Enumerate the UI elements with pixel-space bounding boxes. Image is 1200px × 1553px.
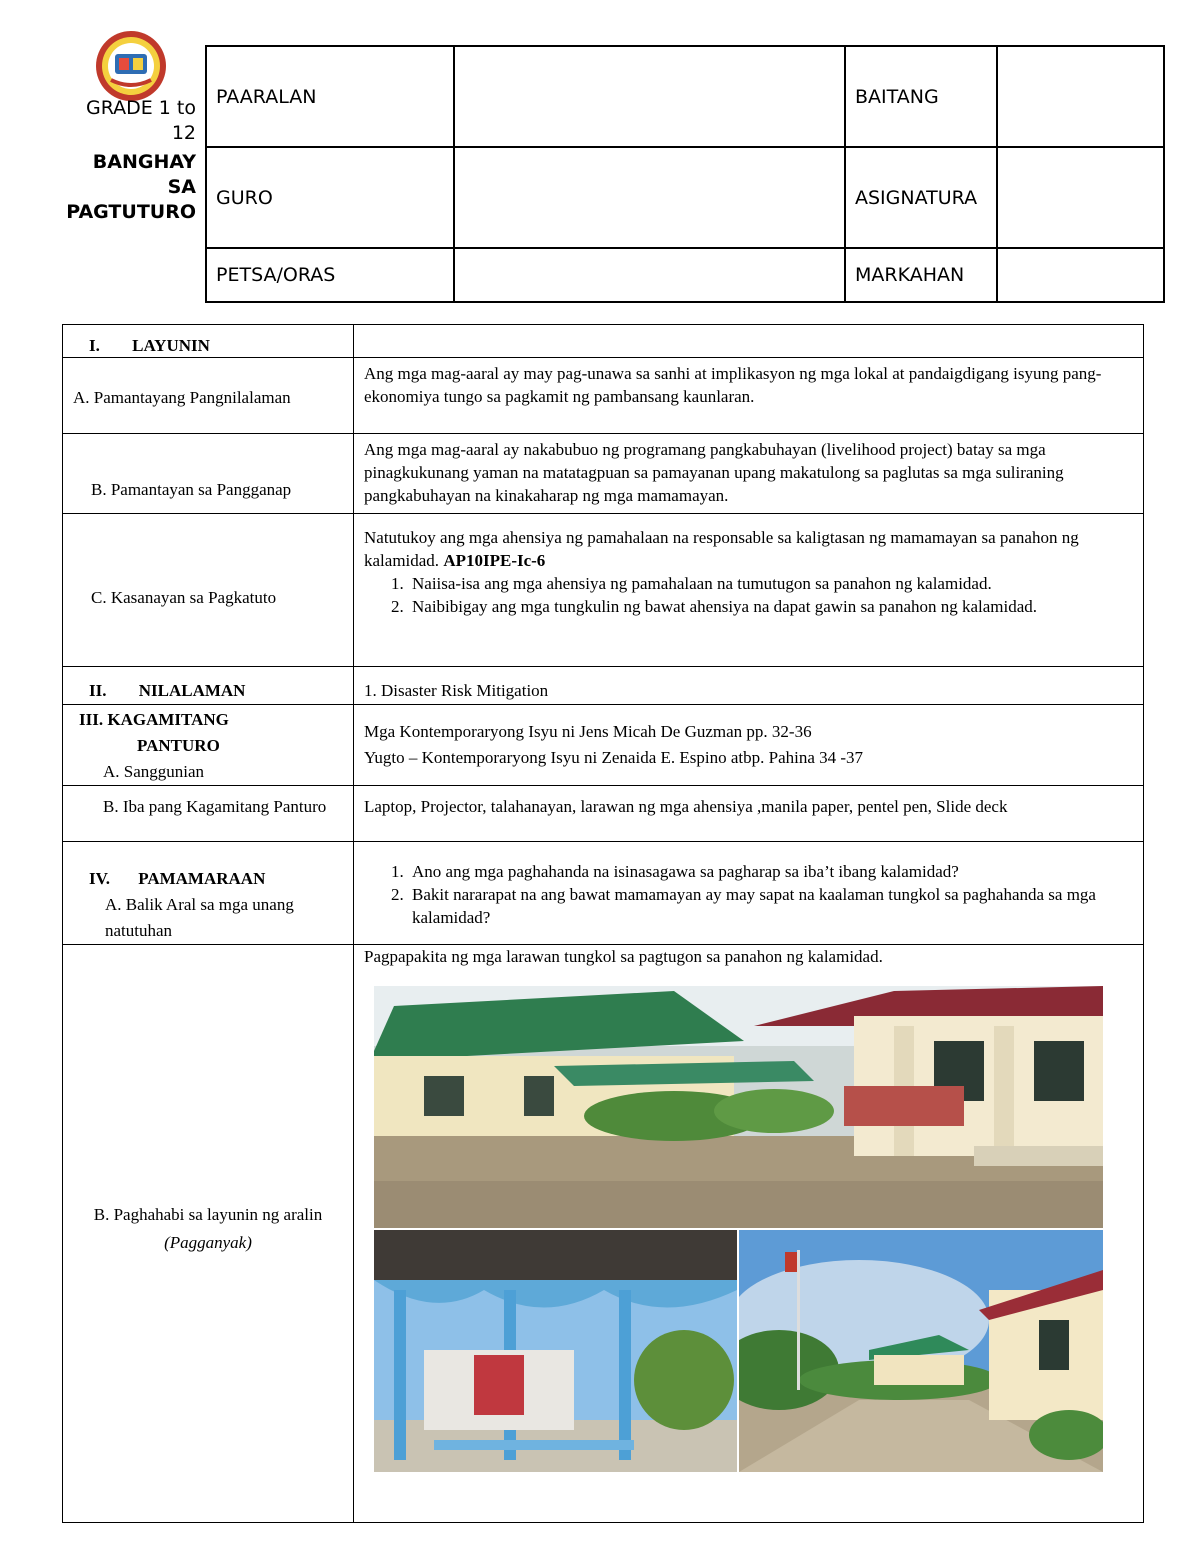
- school-grounds-photo: [739, 1230, 1103, 1472]
- school-seal-icon: [95, 30, 167, 102]
- list-item: 2. Naibibigay ang mga tungkulin ng bawat ahensiya na dapat gawin sa panahon ng kalamidad.: [408, 595, 1133, 618]
- header-value: [997, 46, 1164, 147]
- row-label: A. Pamantayang Pangnilalaman: [63, 358, 354, 434]
- row-content: Ang mga mag-aaral ay may pag-unawa sa sanhi at implikasyon ng mga lokal at pandaigdigang isyung pang-ekonomiya tungo sa pagkamit ng pambansang kaunlaran.: [354, 358, 1144, 434]
- header-label: BAITANG: [845, 46, 997, 147]
- row-iba-pang-kagamitan: [63, 786, 1144, 842]
- row-content: Ang mga mag-aaral ay nakabubuo ng programang pangkabuhayan (livelihood project) batay sa mga pinagkukunang yaman na matatagpuan sa pamayanan upang makatulong sa paglutas sa mga suliraning pangkabuhayan na kinakaharap ng mga mamamayan.: [354, 434, 1144, 514]
- header-info-table: [205, 45, 1165, 303]
- row-label-italic: (Pagganyak): [164, 1232, 252, 1252]
- competency-text: Natutukoy ang mga ahensiya ng pamahalaan na responsable sa kaligtasan ng mamamayan sa panahon ng kalamidad.: [364, 528, 1079, 570]
- section-number: IV.: [89, 869, 110, 888]
- header-value: [997, 147, 1164, 248]
- review-question-list: [364, 860, 1133, 929]
- pavilion-photo: [374, 1230, 737, 1472]
- grade-label: GRADE 1 to 12: [85, 97, 196, 144]
- list-item: 2. Bakit nararapat na ang bawat mamamayan ay may sapat na kaalaman tungkol sa paghahanda sa mga kalamidad?: [408, 883, 1133, 929]
- row-pamantayan-pangganap: [63, 434, 1144, 514]
- row-content: Pagpapakita ng mga larawan tungkol sa pagtugon sa panahon ng kalamidad.: [364, 947, 883, 966]
- header-value: [997, 248, 1164, 302]
- row-label: A. Sanggunian: [103, 762, 205, 781]
- plan-title-block: [60, 96, 196, 225]
- reference-line: Mga Kontemporaryong Isyu ni Jens Micah De Guzman pp. 32-36: [364, 722, 812, 741]
- section-title: NILALAMAN: [138, 681, 246, 700]
- section-number: II.: [89, 681, 107, 700]
- row-content: Laptop, Projector, talahanayan, larawan ng mga ahensiya ,manila paper, pentel pen, Slide deck: [354, 786, 1144, 842]
- header-label: PAARALAN: [206, 46, 454, 147]
- row-label: B. Paghahabi sa layunin ng aralin: [93, 1204, 323, 1224]
- school-courtyard-photo: [374, 986, 1103, 1228]
- competency-code: AP10IPE-Ic-6: [443, 551, 546, 570]
- row-kasanayan: [63, 514, 1144, 667]
- row-nilalaman: [63, 667, 1144, 705]
- section-title-cont: PANTURO: [137, 736, 220, 755]
- header-label: ASIGNATURA: [845, 147, 997, 248]
- section-title: LAYUNIN: [132, 336, 210, 355]
- section-number: I.: [89, 336, 100, 355]
- row-label: A. Balik Aral sa mga unang natutuhan: [105, 895, 294, 940]
- row-pamantayang-pangnilalaman: [63, 358, 1144, 434]
- header-label: GURO: [206, 147, 454, 248]
- section-title: PAMAMARAAN: [138, 869, 266, 888]
- plan-title: BANGHAY SA PAGTUTURO: [66, 151, 196, 223]
- row-content: 1. Disaster Risk Mitigation: [354, 667, 1144, 705]
- row-label: B. Pamantayan sa Pangganap: [63, 434, 354, 514]
- list-item: 1. Naiisa-isa ang mga ahensiya ng pamahalaan na tumutugon sa panahon ng kalamidad.: [408, 572, 1133, 595]
- header-row: [206, 147, 1164, 248]
- header-label: MARKAHAN: [845, 248, 997, 302]
- list-item: 1. Ano ang mga paghahanda na isinasagawa sa pagharap sa iba’t ibang kalamidad?: [408, 860, 1133, 883]
- row-layunin: [63, 325, 1144, 358]
- header-value: [454, 46, 845, 147]
- row-pamamaraan: [63, 842, 1144, 945]
- section-title: III. KAGAMITANG: [79, 710, 229, 729]
- header-row: [206, 248, 1164, 302]
- header-row: [206, 46, 1164, 147]
- reference-line: Yugto – Kontemporaryong Isyu ni Zenaida E. Espino atbp. Pahina 34 -37: [364, 748, 864, 767]
- row-label: C. Kasanayan sa Pagkatuto: [63, 514, 354, 667]
- row-label: B. Iba pang Kagamitang Panturo: [63, 786, 354, 842]
- row-kagamitan: [63, 705, 1144, 786]
- header-value: [454, 248, 845, 302]
- header-label: PETSA/ORAS: [206, 248, 454, 302]
- objective-list: [364, 572, 1133, 618]
- header-value: [454, 147, 845, 248]
